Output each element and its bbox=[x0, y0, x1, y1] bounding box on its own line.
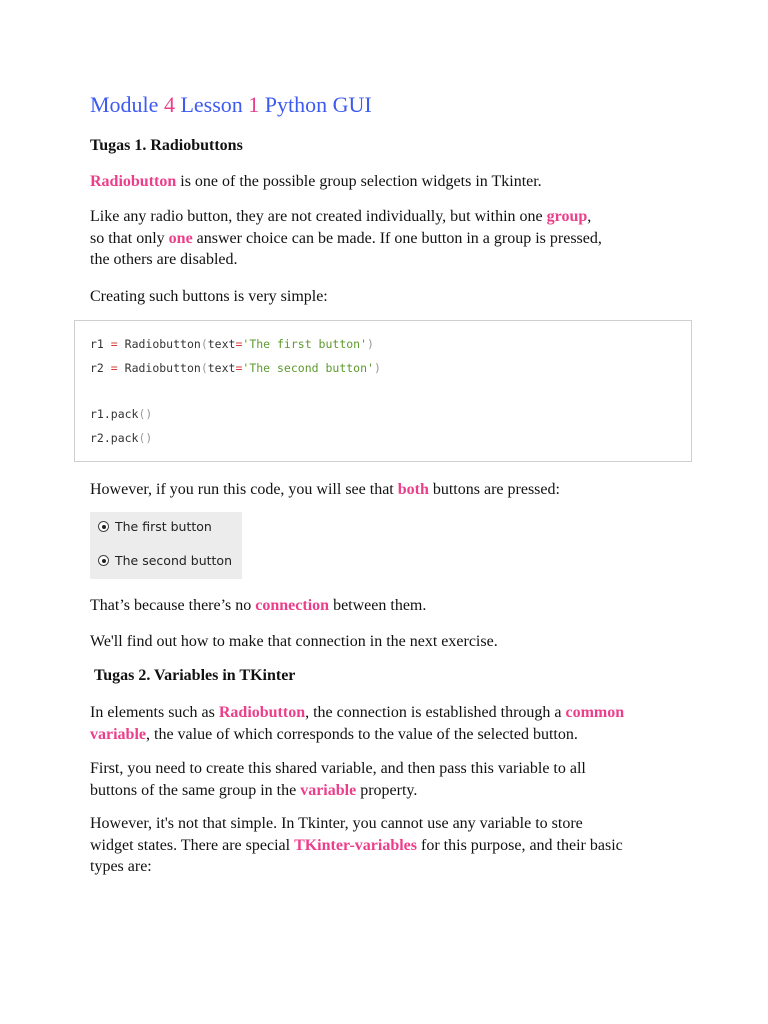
text-span: so that only bbox=[90, 229, 169, 247]
task1-paragraph-6: We'll find out how to make that connection in the next exercise. bbox=[90, 633, 498, 650]
code-line-1 bbox=[90, 337, 374, 351]
text-line bbox=[90, 704, 624, 721]
text-line: First, you need to create this shared variable, and then pass this variable to all bbox=[90, 760, 586, 777]
radio-label-first: The first button bbox=[115, 519, 212, 534]
code-token: ) bbox=[373, 361, 381, 375]
code-token: text bbox=[207, 337, 236, 351]
radio-label-second: The second button bbox=[115, 553, 233, 568]
task2-paragraph-2 bbox=[90, 758, 586, 801]
code-token: 'The second button' bbox=[242, 361, 374, 375]
radio-row-second bbox=[98, 553, 232, 568]
code-line-3 bbox=[90, 407, 152, 421]
code-token: ) bbox=[367, 337, 374, 351]
term-tkinter-variables: TKinter-variables bbox=[294, 836, 418, 854]
term-connection: connection bbox=[255, 597, 330, 614]
page-title bbox=[90, 92, 372, 118]
task1-paragraph-4 bbox=[90, 479, 560, 501]
text-span: widget states. There are special bbox=[90, 836, 295, 854]
text-line bbox=[90, 726, 578, 743]
title-lesson-word: Lesson bbox=[180, 92, 243, 117]
title-module-number: 4 bbox=[163, 92, 175, 117]
radio-row-first bbox=[98, 519, 212, 534]
text-span: , the connection is established through a bbox=[305, 704, 566, 721]
code-token: () bbox=[138, 407, 153, 421]
text-line: types are: bbox=[90, 858, 152, 875]
code-token: ( bbox=[200, 361, 208, 375]
task2-heading: Tugas 2. Variables in TKinter bbox=[94, 667, 296, 684]
radio-checked-icon bbox=[98, 555, 109, 566]
text-span: , the value of which corresponds to the value of the selected button. bbox=[146, 725, 578, 743]
text-line: the others are disabled. bbox=[90, 251, 238, 268]
task1-heading: Tugas 1. Radiobuttons bbox=[90, 137, 243, 154]
text-span: buttons of the same group in the bbox=[90, 781, 301, 799]
code-token: r2 bbox=[90, 361, 111, 375]
text-span: for this purpose, and their basic bbox=[417, 836, 623, 854]
code-token: = bbox=[235, 337, 243, 351]
code-token: = bbox=[110, 337, 118, 351]
code-token: r1 bbox=[90, 337, 111, 351]
term-radiobutton: Radiobutton bbox=[90, 173, 177, 190]
code-token: 'The first button' bbox=[242, 337, 368, 351]
code-token: = bbox=[110, 361, 118, 375]
text-line: However, it's not that simple. In Tkinter, you cannot use any variable to store bbox=[90, 815, 583, 832]
text-line bbox=[90, 837, 623, 854]
text-span: is one of the possible group selection widgets in Tkinter. bbox=[176, 173, 542, 190]
code-token: Radiobutton bbox=[117, 337, 201, 351]
term-one: one bbox=[168, 229, 193, 247]
title-lesson-number: 1 bbox=[248, 92, 260, 117]
text-span: buttons are pressed: bbox=[428, 481, 560, 498]
task1-paragraph-3: Creating such buttons is very simple: bbox=[90, 288, 328, 305]
code-block bbox=[74, 320, 692, 462]
term-both: both bbox=[397, 481, 429, 498]
term-radiobutton: Radiobutton bbox=[218, 704, 306, 721]
term-variable: variable bbox=[300, 781, 357, 799]
radiobutton-demo-image bbox=[90, 512, 242, 579]
term-common: common bbox=[565, 704, 625, 721]
text-line bbox=[90, 230, 602, 247]
term-variable: variable bbox=[90, 725, 146, 743]
radio-checked-icon bbox=[98, 521, 109, 532]
code-token: r2.pack bbox=[90, 431, 139, 445]
text-span: However, if you run this code, you will see that bbox=[90, 481, 398, 498]
text-span: , bbox=[587, 208, 592, 225]
task2-paragraph-1 bbox=[90, 702, 624, 745]
text-span: That’s because there’s no bbox=[90, 597, 256, 614]
text-span: between them. bbox=[329, 597, 427, 614]
text-line bbox=[90, 208, 591, 225]
code-line-2 bbox=[90, 361, 381, 375]
text-span: Like any radio button, they are not created individually, but within one bbox=[90, 208, 547, 225]
term-group: group bbox=[546, 208, 588, 225]
code-token: ( bbox=[200, 337, 208, 351]
text-span: answer choice can be made. If one button in a group is pressed, bbox=[192, 229, 602, 247]
task2-paragraph-3 bbox=[90, 813, 623, 878]
code-token: Radiobutton bbox=[117, 361, 201, 375]
task1-paragraph-1 bbox=[90, 171, 542, 193]
text-line bbox=[90, 782, 417, 799]
text-span: In elements such as bbox=[90, 704, 219, 721]
code-token: = bbox=[235, 361, 243, 375]
task1-paragraph-2 bbox=[90, 206, 602, 271]
task1-paragraph-5 bbox=[90, 595, 426, 617]
code-token: r1.pack bbox=[90, 407, 139, 421]
code-token: text bbox=[207, 361, 236, 375]
code-token: () bbox=[138, 431, 153, 445]
title-module-word: Module bbox=[90, 92, 159, 117]
code-line-4 bbox=[90, 431, 152, 445]
title-subject: Python GUI bbox=[264, 92, 372, 117]
text-span: property. bbox=[356, 781, 418, 799]
